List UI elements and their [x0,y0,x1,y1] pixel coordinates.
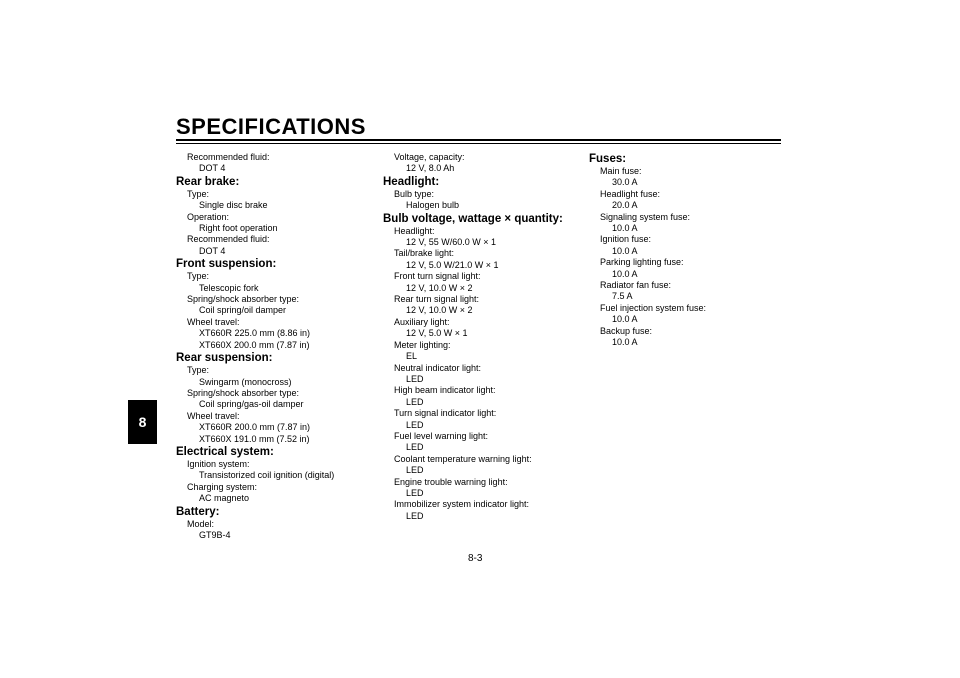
page-number: 8-3 [468,553,483,564]
spec-label: Headlight fuse: [600,188,661,199]
spec-label: Wheel travel: [187,410,240,421]
spec-value: GT9B-4 [199,529,231,540]
spec-value: Coil spring/gas-oil damper [199,399,304,410]
spec-label: Recommended fluid: [187,234,270,245]
spec-value: 30.0 A [612,177,638,188]
spec-label: Rear turn signal light: [394,294,480,305]
spec-label: Neutral indicator light: [394,362,482,373]
spec-value: DOT 4 [199,163,226,174]
title-rule-thick [176,139,781,141]
spec-label: Front turn signal light: [394,271,481,282]
spec-label: Operation: [187,211,230,222]
spec-value: Single disc brake [199,200,268,211]
page-title: SPECIFICATIONS [176,114,366,139]
spec-value: 12 V, 8.0 Ah [406,163,455,174]
spec-value: Transistorized coil ignition (digital) [199,470,335,481]
spec-value: 10.0 A [612,268,638,279]
spec-label: Signaling system fuse: [600,211,691,222]
spec-label: Fuel level warning light: [394,430,489,441]
spec-label: Ignition system: [187,458,250,469]
spec-value: Coil spring/oil damper [199,305,287,316]
spec-value: LED [406,419,424,430]
section-heading: Electrical system: [176,445,274,458]
spec-label: Radiator fan fuse: [600,280,672,291]
spec-value: 10.0 A [612,245,638,256]
spec-label: Voltage, capacity: [394,152,465,162]
spec-label: Headlight: [394,225,435,236]
spec-value: LED [406,487,424,498]
spec-label: Recommended fluid: [187,152,270,162]
spec-value: 10.0 A [612,314,638,325]
spec-value: Swingarm (monocross) [199,376,292,387]
section-heading: Rear suspension: [176,352,273,365]
spec-value: 10.0 A [612,223,638,234]
spec-value: LED [406,442,424,453]
spec-label: Turn signal indicator light: [394,408,497,419]
spec-value: 12 V, 5.0 W/21.0 W × 1 [406,259,499,270]
section-heading: Bulb voltage, wattage × quantity: [383,212,563,225]
spec-label: Type: [187,271,210,282]
spec-label: Model: [187,518,215,529]
spec-value: DOT 4 [199,245,226,256]
spec-label: High beam indicator light: [394,385,496,396]
spec-label: Immobilizer system indicator light: [394,499,530,510]
spec-label: Engine trouble warning light: [394,476,508,487]
spec-value: 12 V, 5.0 W × 1 [406,328,468,339]
spec-value: 20.0 A [612,200,638,211]
spec-label: Ignition fuse: [600,234,652,245]
spec-value: XT660X 191.0 mm (7.52 in) [199,433,310,444]
spec-value: LED [406,465,424,476]
spec-value: LED [406,396,424,407]
spec-value: Halogen bulb [406,200,460,211]
spec-label: Bulb type: [394,188,435,199]
spec-value: 7.5 A [612,291,633,302]
spec-value: 12 V, 10.0 W × 2 [406,282,473,293]
section-heading: Front suspension: [176,258,277,271]
spec-label: Auxiliary light: [394,316,450,327]
spec-label: Coolant temperature warning light: [394,453,532,464]
spec-value: LED [406,510,424,521]
section-heading: Headlight: [383,175,440,188]
spec-label: Spring/shock absorber type: [187,294,300,305]
chapter-number: 8 [138,414,147,430]
spec-label: Backup fuse: [600,325,653,336]
spec-label: Tail/brake light: [394,248,455,259]
chapter-tab [128,400,157,444]
spec-value: AC magneto [199,493,250,504]
spec-column-2 [383,152,563,522]
spec-value: Telescopic fork [199,282,259,293]
spec-label: Fuel injection system fuse: [600,302,707,313]
spec-value: LED [406,373,424,384]
spec-label: Type: [187,188,210,199]
spec-value: XT660R 225.0 mm (8.86 in) [199,328,311,339]
spec-label: Main fuse: [600,166,642,176]
spec-value: EL [406,351,418,362]
spec-column-3 [589,152,706,349]
spec-label: Type: [187,365,210,376]
spec-value: 10.0 A [612,337,638,348]
spec-label: Spring/shock absorber type: [187,387,300,398]
spec-label: Parking lighting fuse: [600,257,684,268]
section-heading: Battery: [176,505,220,518]
spec-value: XT660R 200.0 mm (7.87 in) [199,422,311,433]
spec-value: XT660X 200.0 mm (7.87 in) [199,339,310,350]
spec-label: Wheel travel: [187,316,240,327]
spec-label: Charging system: [187,481,258,492]
spec-label: Meter lighting: [394,339,451,350]
spec-column-1 [176,152,334,541]
section-heading: Fuses: [589,153,627,165]
title-rule-thin [176,143,781,144]
spec-value: 12 V, 10.0 W × 2 [406,305,473,316]
section-heading: Rear brake: [176,175,240,188]
spec-value: Right foot operation [199,223,278,234]
spec-value: 12 V, 55 W/60.0 W × 1 [406,237,496,248]
